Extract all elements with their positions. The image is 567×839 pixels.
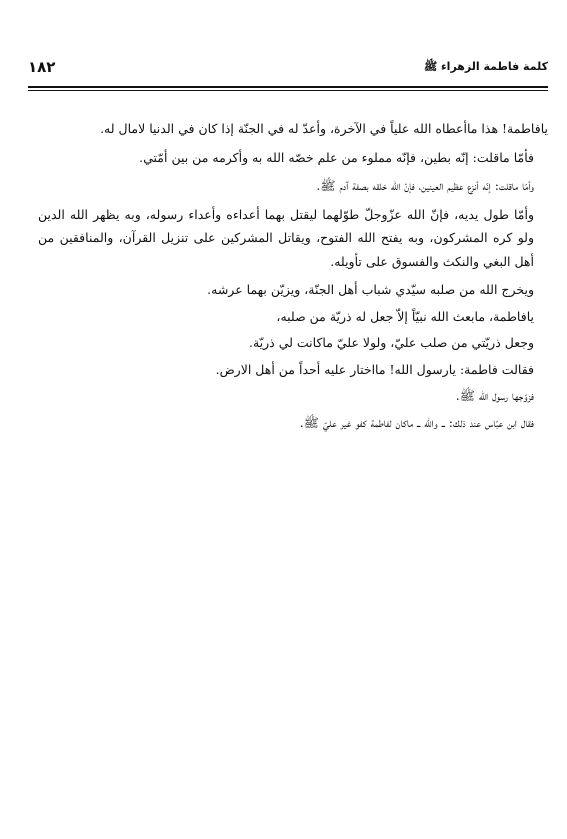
paragraph: يافاطمة، مابعث الله نبيّاً إلاّ جعل له ذريّة من صلبه، bbox=[276, 308, 534, 324]
paragraph: وأمّا ماقلت: إنّه أنزع عظيم العينين، فإنّ الله خلقه بصفة آدم ﷺ. bbox=[316, 178, 534, 193]
paragraph: يافاطمة! هذا ماأعطاه الله علياً في الآخرة، وأعدّ له في الجنّة إذا كان في الدنيا لامال له. bbox=[100, 121, 548, 136]
header-rule-thick bbox=[28, 86, 548, 88]
running-title: كلمة فاطمة الزهراء ﷺ bbox=[423, 60, 548, 73]
paragraph: فقال ابن عبّاس عند ذلك: ــ والله ــ ماكان لفاطمة كفو غير عليّ ﷺ. bbox=[299, 414, 534, 430]
paragraph: فقالت فاطمة: يارسول الله! مااختار عليه أحداً من أهل الارض. bbox=[215, 361, 534, 377]
paragraph: ويخرج الله من صلبه سيّدي شباب أهل الجنّة، ويزيّن بهما عرشه. bbox=[207, 282, 534, 297]
paragraph: وأمّا طول يديه، فإنّ الله عزّوجلّ طوّلهما ليقتل بهما أعداءه وأعداء رسوله، وبه يظهر الله الدين ولو كره المشركون، وبه يفتح الله الفتوح، ويقاتل المشركين على تنزيل القرآن، والمنافقين من أهل البغي والنكث والفسوق على تأويله. bbox=[38, 206, 534, 269]
paragraph: فزوّجها رسول الله ﷺ. bbox=[455, 388, 534, 403]
paragraph: وجعل ذريّتي من صلب عليّ، ولولا عليّ ماكانت لي ذريّة. bbox=[248, 335, 534, 350]
header-rule-thin bbox=[28, 90, 548, 91]
body-text bbox=[38, 117, 548, 437]
paragraph: فأمّا ماقلت: إنّه بطين، فإنّه مملوء من علم خصّه الله به وأكرمه من بين أمّتي. bbox=[139, 149, 534, 165]
page-header bbox=[28, 58, 548, 84]
page-number: ١٨٢ bbox=[28, 58, 56, 76]
